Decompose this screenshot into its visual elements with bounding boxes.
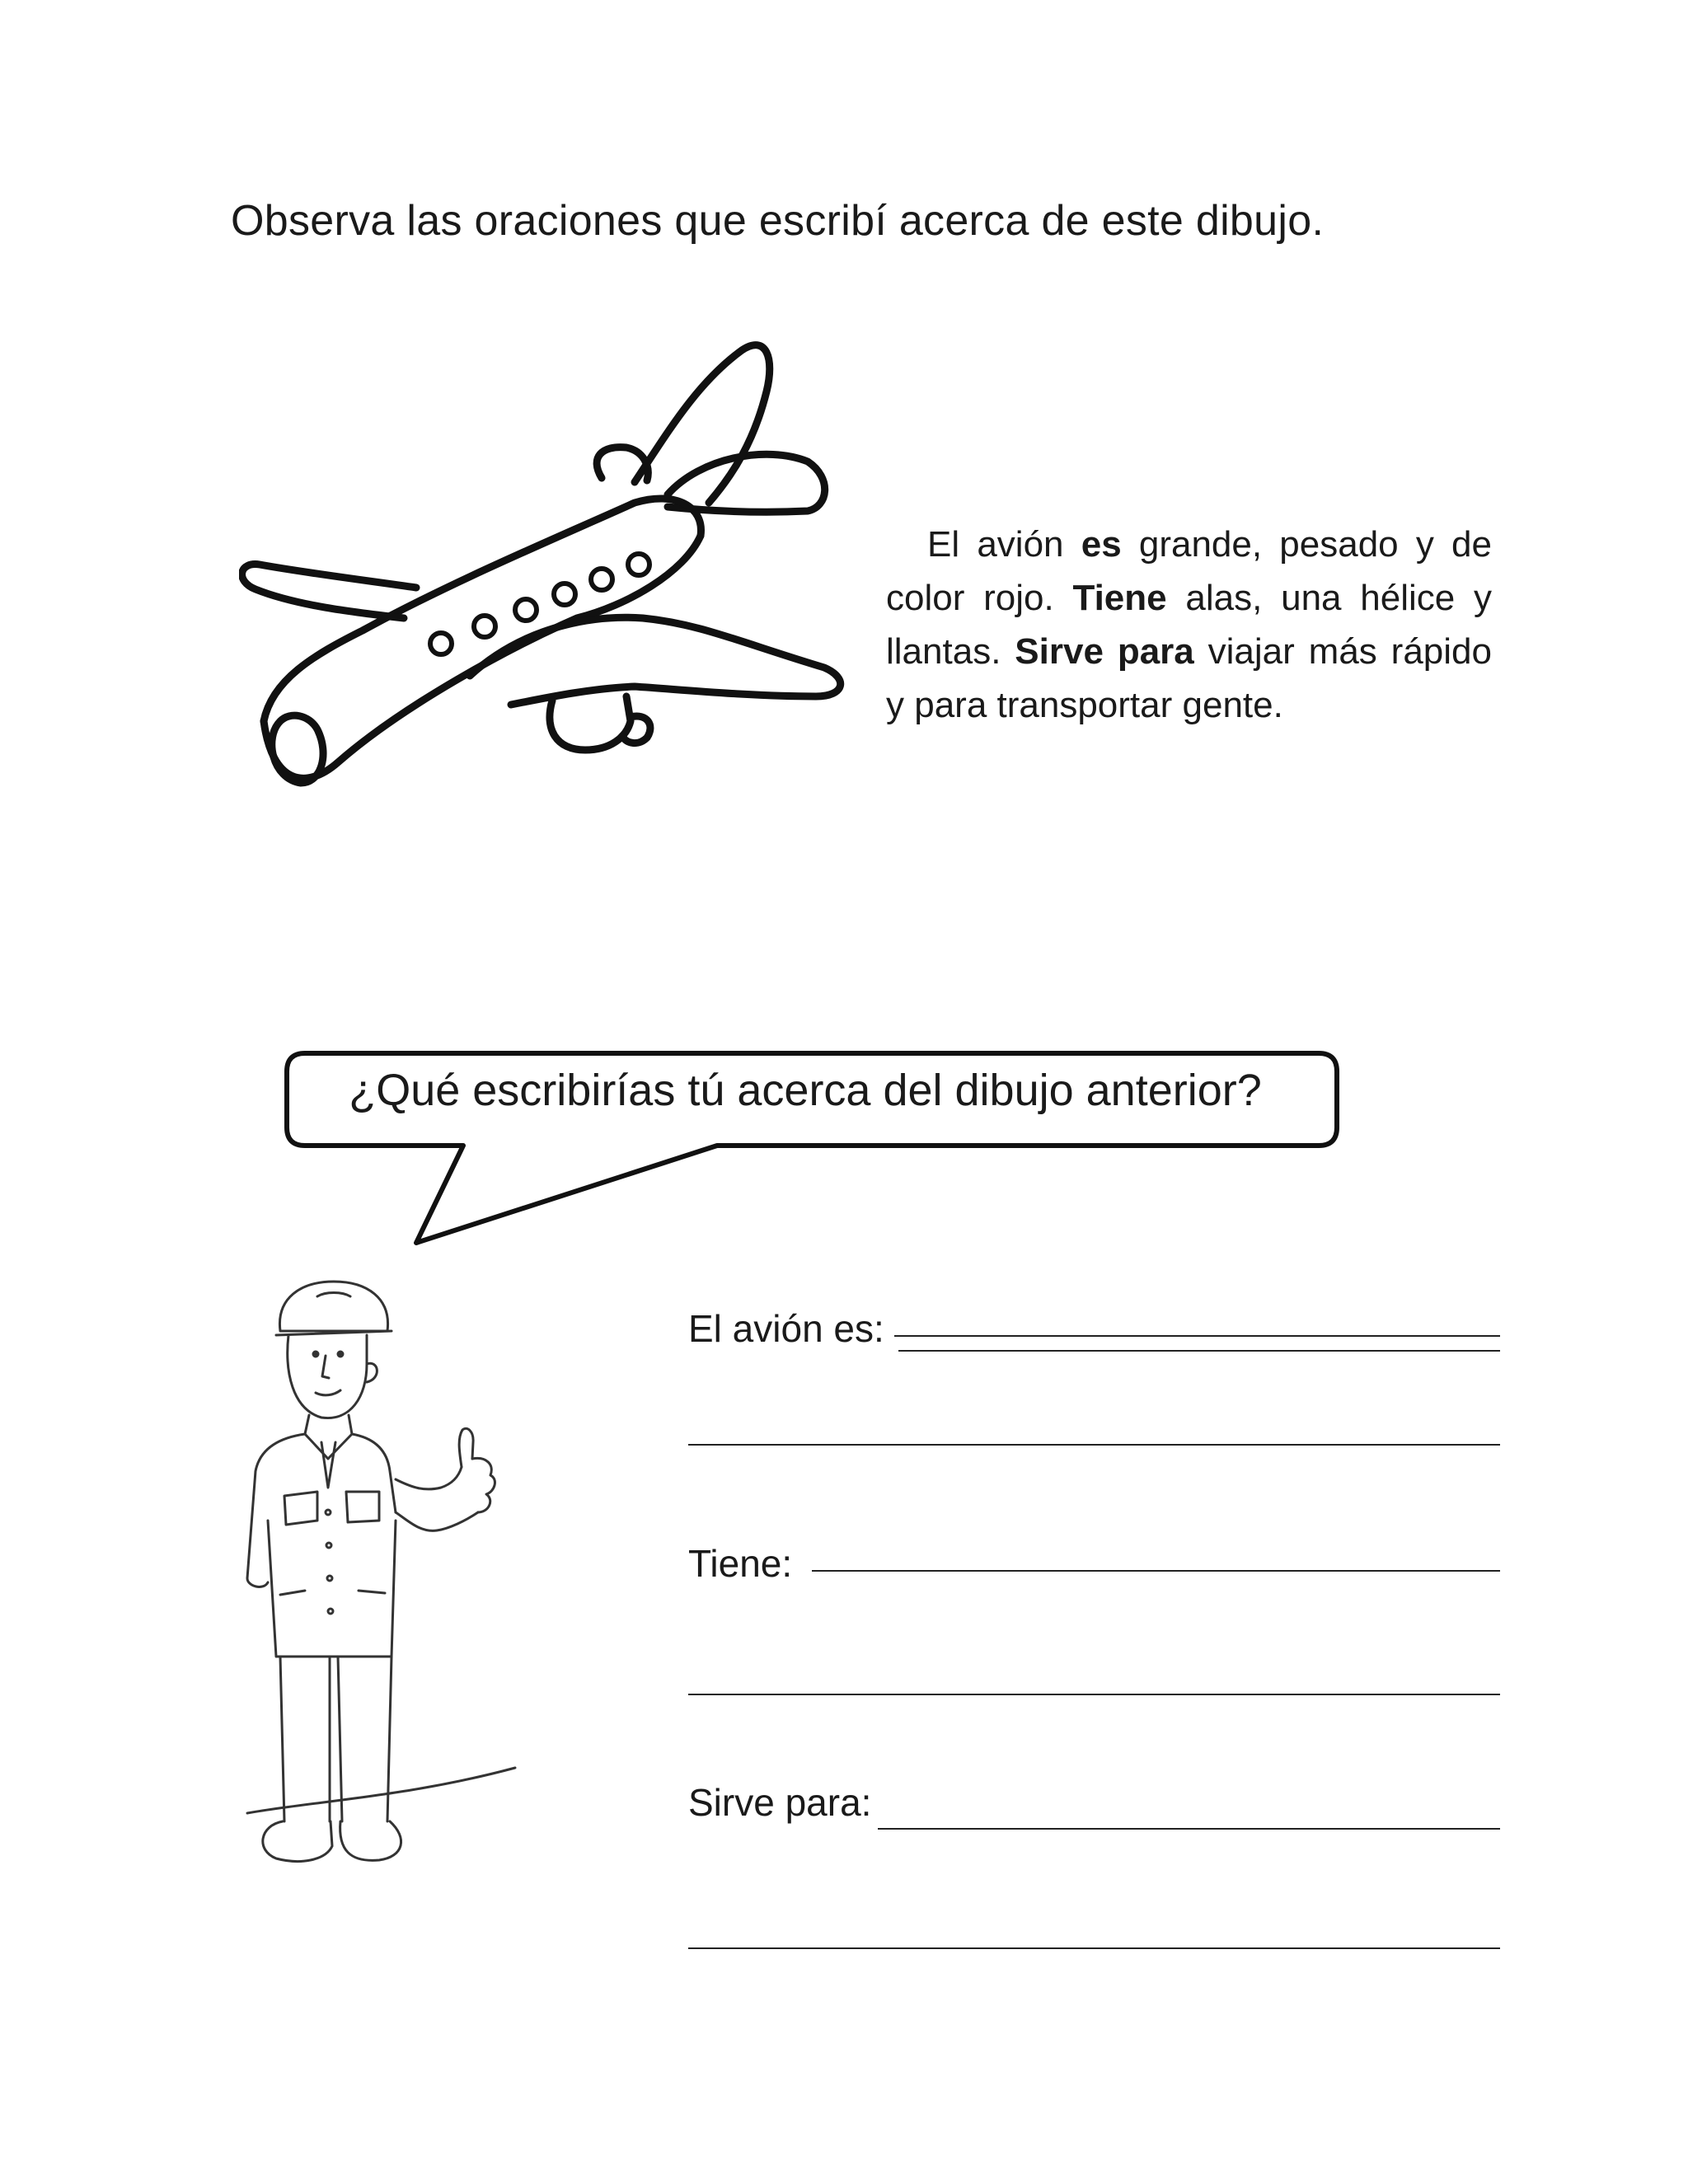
example-paragraph <box>886 518 1492 732</box>
airplane-illustration <box>239 334 865 804</box>
answer-line-es-2[interactable] <box>688 1444 1500 1446</box>
pilot-illustration <box>243 1273 548 1924</box>
answer-line-es-1[interactable] <box>894 1335 1500 1337</box>
example-bold-tiene: Tiene <box>1072 578 1167 618</box>
page-heading: Observa las oraciones que escribí acerca de este dibujo. <box>231 197 1325 245</box>
example-text-2: grande, pesado y de color rojo. <box>886 524 1492 618</box>
answer-line-sirve-2[interactable] <box>688 1947 1500 1949</box>
prompt-sirve-label: Sirve para: <box>688 1781 872 1824</box>
example-text-1: El avión <box>927 524 1081 565</box>
example-text-4: viajar más rápido y para transportar gente. <box>886 631 1492 725</box>
example-bold-es: es <box>1081 524 1122 565</box>
example-text-3: alas, una hélice y llantas. <box>886 578 1492 672</box>
answer-line-es-1b <box>898 1350 1500 1352</box>
prompt-tiene-label: Tiene: <box>688 1542 793 1585</box>
prompt-es-label: El avión es: <box>688 1307 884 1350</box>
answer-line-tiene-1[interactable] <box>812 1570 1500 1572</box>
example-bold-sirve-para: Sirve para <box>1015 631 1194 672</box>
question-text: ¿Qué escribirías tú acerca del dibujo anterior? <box>349 1066 1262 1115</box>
answer-line-sirve-1[interactable] <box>878 1828 1500 1830</box>
answer-line-tiene-2[interactable] <box>688 1694 1500 1695</box>
